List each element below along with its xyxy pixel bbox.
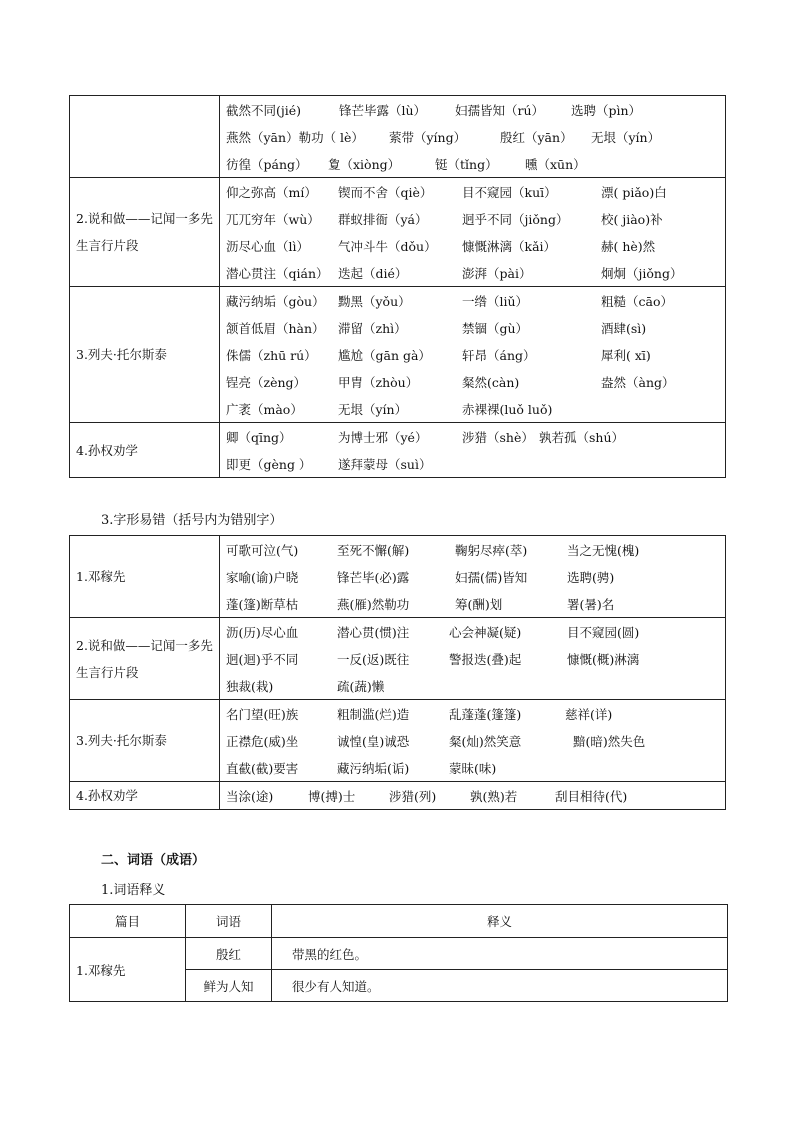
word-item: 迥(迴)乎不同 [226,651,299,667]
column-header: 篇目 [70,905,186,938]
word-list [220,700,726,782]
word-item: 诚惶(皇)诚恐 [337,733,410,749]
word-line [226,96,719,123]
chapter-title: 3.列夫·托尔斯泰 [70,700,220,782]
word-item: 截然不同(jié) [226,102,302,118]
chapter-title: 4.孙权劝学 [70,423,220,478]
word-item: 选聘（pìn） [571,102,642,118]
column-header: 释义 [272,905,728,938]
word-item: 夐（xiòng） [328,156,401,172]
table-row [70,96,726,178]
word-line [226,287,719,314]
table-row [70,938,728,970]
word-item: 名门望(旺)族 [226,706,299,722]
word-item: 校( jiào)补 [601,211,663,227]
word-item: 刮目相待(代) [555,788,628,804]
vocab-meaning: 很少有人知道。 [272,970,728,1002]
word-item: 盎然（àng） [601,374,675,390]
word-item: 一绺（liǔ） [462,293,529,309]
word-item: 一反(返)既往 [337,651,410,667]
word-item: 署(暑)名 [567,596,615,612]
word-item: 黯(暗)然失色 [573,733,646,749]
word-line [226,341,719,368]
word-line [226,727,719,754]
word-list [220,423,726,478]
word-item: 粗糙（cāo） [601,293,673,309]
word-item: 萦带（yíng） [389,129,467,145]
word-item: 涉猎（shè） [462,429,534,445]
table-header-row [70,905,728,938]
word-item: 滞留（zhì） [338,320,407,336]
word-line [226,782,719,809]
word-item: 燕然（yān）勒功（ lè） [226,129,364,145]
chapter-title: 1.邓稼先 [70,938,186,1002]
word-item: 心会神凝(疑) [449,624,522,640]
word-item: 藏污纳垢(诟) [337,760,410,776]
word-list [220,96,726,178]
section-title: 3.字形易错（括号内为错别字） [101,513,283,528]
chapter-title: 2.说和做——记闻一多先生言行片段 [70,178,220,287]
chapter-title: 2.说和做——记闻一多先生言行片段 [70,618,220,700]
word-item: 黝黑（yǒu） [338,293,411,309]
word-item: 无垠（yín） [338,401,408,417]
word-item: 正襟危(威)坐 [226,733,299,749]
word-line [226,536,719,563]
word-item: 慈祥(详) [565,706,613,722]
word-item: 沥(历)尽心血 [226,624,299,640]
word-item: 澎湃（pài） [462,265,532,281]
word-item: 潜心贯(惯)注 [337,624,410,640]
glyph-error-table [69,535,726,810]
word-item: 殷红（yān） [500,129,573,145]
word-item: 广袤（mào） [226,401,303,417]
word-line [226,590,719,617]
word-item: 至死不懈(解) [337,542,410,558]
word-item: 孰若孤（shú） [539,429,625,445]
word-line [226,232,719,259]
table-row [70,700,726,782]
word-item: 燕(雁)然勒功 [337,596,410,612]
word-item: 当之无愧(槐) [567,542,640,558]
table-row [70,178,726,287]
chapter-title: 4.孙权劝学 [70,782,220,810]
word-item: 疏(蔬)懒 [337,678,385,694]
column-header: 词语 [186,905,272,938]
word-line [226,700,719,727]
word-line [226,123,719,150]
word-item: 炯炯（jiǒng） [601,265,683,281]
word-list [220,782,726,810]
word-item: 尴尬（gān gà） [338,347,431,363]
word-line [226,368,719,395]
word-item: 警报迭(叠)起 [449,651,522,667]
word-item: 粲(灿)然笑意 [449,733,522,749]
word-item: 卿（qīng） [226,429,292,445]
word-list [220,618,726,700]
vocabulary-table [69,904,728,1002]
word-item: 直截(截)要害 [226,760,299,776]
word-item: 粗制滥(烂)造 [337,706,410,722]
table-row [70,287,726,423]
word-item: 目不窥园(圆) [567,624,640,640]
word-item: 群蚁排衙（yá） [338,211,428,227]
word-item: 慷慨(概)淋漓 [567,651,640,667]
word-line [226,563,719,590]
word-line [226,314,719,341]
word-item: 侏儒（zhū rú） [226,347,317,363]
word-item: 家喻(谕)户晓 [226,569,299,585]
vocab-word: 鲜为人知 [186,970,272,1002]
word-item: 鞠躬尽瘁(萃) [455,542,528,558]
word-item: 独裁(栽) [226,678,274,694]
word-item: 沥尽心血（lì） [226,238,309,254]
pronunciation-table [69,95,726,478]
word-item: 无垠（yín） [591,129,661,145]
word-line [226,178,719,205]
word-item: 蒙昧(味) [449,760,497,776]
word-item: 兀兀穷年（wù） [226,211,320,227]
word-item: 乱蓬蓬(篷篷) [449,706,522,722]
word-line [226,395,719,422]
word-item: 即更（gèng ） [226,456,312,472]
word-line [226,450,719,477]
word-item: 遂拜蒙母（suì） [338,456,432,472]
word-item: 锲而不舍（qiè） [338,184,433,200]
word-item: 仰之弥高（mí） [226,184,317,200]
word-item: 赤裸裸(luǒ luǒ) [462,401,553,417]
vocab-word: 殷红 [186,938,272,970]
table-row [70,782,726,810]
word-line [226,259,719,286]
word-item: 禁锢（gù） [462,320,529,336]
word-item: 博(搏)士 [308,788,356,804]
word-item: 锋芒毕(必)露 [337,569,410,585]
word-item: 漂( piǎo)白 [601,184,667,200]
word-item: 颔首低眉（hàn） [226,320,325,336]
word-item: 涉猎(列) [389,788,437,804]
word-item: 孰(熟)若 [470,788,518,804]
word-item: 当涂(途) [226,788,274,804]
word-item: 曛（xūn） [525,156,586,172]
word-item: 犀利( xī) [601,347,651,363]
table-row [70,423,726,478]
subsection-title: 1.词语释义 [101,883,166,898]
word-line [226,618,719,645]
chapter-title: 3.列夫·托尔斯泰 [70,287,220,423]
table-row [70,536,726,618]
word-item: 目不窥园（kuī） [462,184,557,200]
word-item: 锃亮（zèng） [226,374,307,390]
word-line [226,205,719,232]
word-item: 慷慨淋漓（kǎi） [462,238,557,254]
word-item: 酒肆(sì) [601,320,647,336]
chapter-title [70,96,220,178]
table-row [70,618,726,700]
word-item: 轩昂（áng） [462,347,536,363]
word-item: 彷徨（páng） [226,156,308,172]
word-item: 锋芒毕露（lù） [339,102,427,118]
section-heading: 二、词语（成语） [101,853,206,868]
word-line [226,672,719,699]
word-item: 粲然(càn) [462,374,520,390]
word-line [226,645,719,672]
word-item: 赫( hè)然 [601,238,656,254]
word-item: 选聘(骋) [567,569,615,585]
word-item: 筹(酬)划 [455,596,503,612]
word-item: 铤（tǐng） [435,156,498,172]
chapter-title: 1.邓稼先 [70,536,220,618]
word-item: 潜心贯注（qián） [226,265,329,281]
word-item: 妇孺皆知（rú） [455,102,545,118]
word-item: 气冲斗牛（dǒu） [338,238,437,254]
word-line [226,423,719,450]
word-item: 迥乎不同（jiǒng） [462,211,569,227]
word-line [226,754,719,781]
word-item: 甲胄（zhòu） [338,374,419,390]
word-item: 妇孺(儒)皆知 [455,569,528,585]
word-list [220,287,726,423]
word-list [220,178,726,287]
word-item: 为博士邪（yé） [338,429,428,445]
word-item: 迭起（dié） [338,265,408,281]
word-line [226,150,719,177]
word-item: 蓬(篷)断草枯 [226,596,299,612]
word-item: 藏污纳垢（gòu） [226,293,325,309]
word-list [220,536,726,618]
vocab-meaning: 带黑的红色。 [272,938,728,970]
word-item: 可歌可泣(气) [226,542,299,558]
